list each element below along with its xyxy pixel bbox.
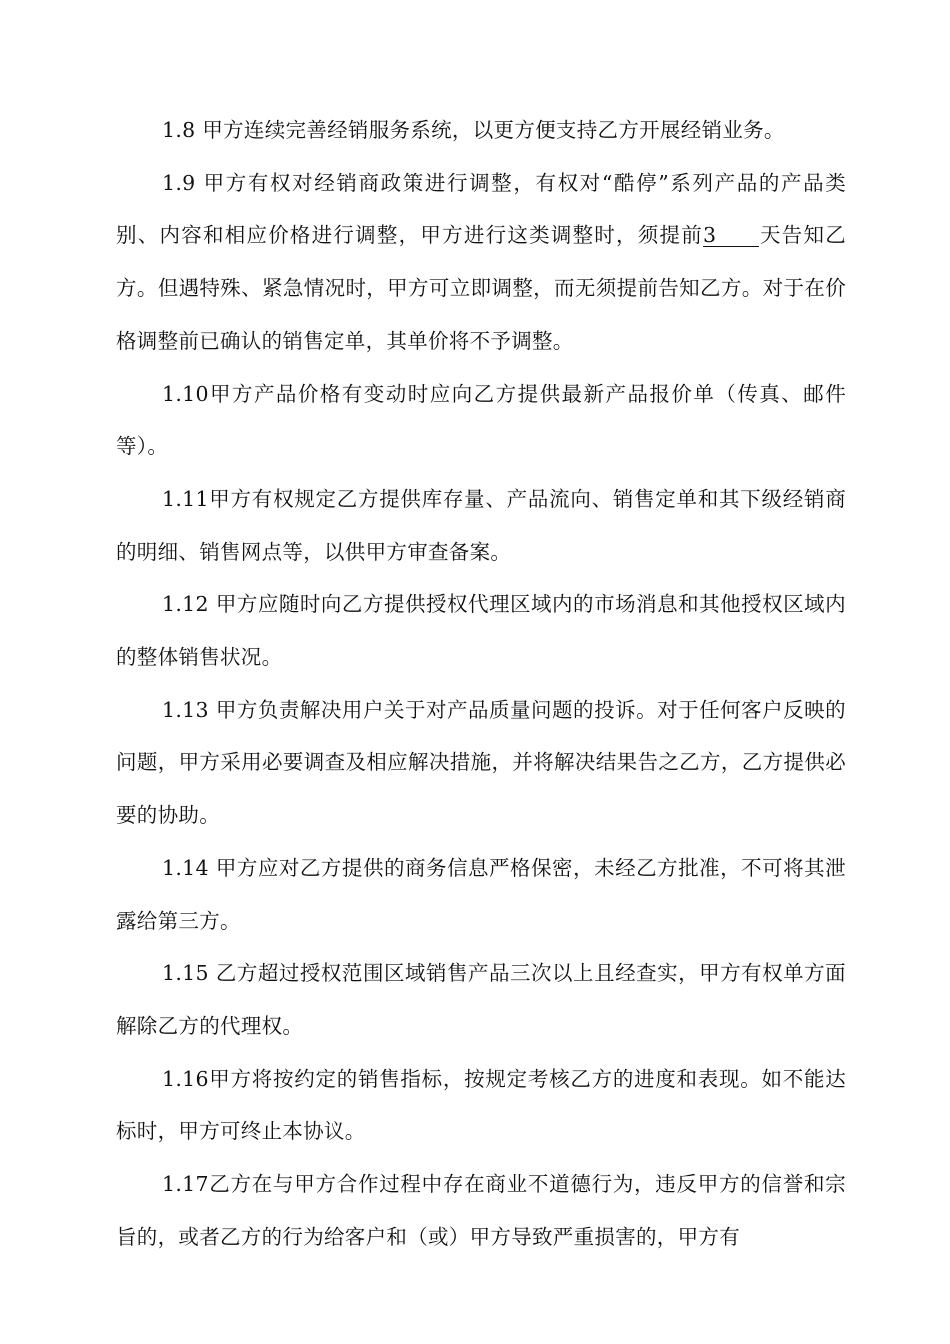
clause-1-12: 1.12 甲方应随时向乙方提供授权代理区域内的市场消息和其他授权区域内的整体销售状况。 <box>116 592 846 670</box>
clause-1-8: 1.8 甲方连续完善经销服务系统，以更方便支持乙方开展经销业务。 <box>162 118 785 142</box>
clause-1-16: 1.16甲方将按约定的销售指标，按规定考核乙方的进度和表现。如不能达标时，甲方可终止本协议。 <box>116 1066 846 1144</box>
clause-1-13: 1.13 甲方负责解决用户关于对产品质量问题的投诉。对于任何客户反映的问题，甲方采用必要调查及相应解决措施，并将解决结果告之乙方，乙方提供必要的协助。 <box>116 697 846 828</box>
notice-days-blank: 3 <box>703 224 759 247</box>
document-page <box>116 104 846 1263</box>
clause-1-15: 1.15 乙方超过授权范围区域销售产品三次以上且经查实，甲方有权单方面解除乙方的代理权。 <box>116 961 846 1038</box>
clause-1-9-after: 天告知乙方。但遇特殊、紧急情况时，甲方可立即调整，而无须提前告知乙方。对于在价格调整前已确认的销售定单，其单价将不予调整。 <box>116 223 846 353</box>
clause-1-9-before: 1.9 甲方有权对经销商政策进行调整，有权对“酷停”系列产品的产品类别、内容和相应价格进行调整，甲方进行这类调整时，须提前 <box>116 170 846 248</box>
clause-1-11: 1.11甲方有权规定乙方提供库存量、产品流向、销售定单和其下级经销商的明细、销售网点等，以供甲方审查备案。 <box>116 486 846 564</box>
clause-1-14: 1.14 甲方应对乙方提供的商务信息严格保密，未经乙方批准，不可将其泄露给第三方。 <box>116 855 846 933</box>
clause-1-17: 1.17乙方在与甲方合作过程中存在商业不道德行为，违反甲方的信誉和宗旨的，或者乙方的行为给客户和（或）甲方导致严重损害的，甲方有 <box>116 1172 846 1249</box>
clause-1-10: 1.10甲方产品价格有变动时应向乙方提供最新产品报价单（传真、邮件等）。 <box>116 381 846 459</box>
clause-1-9 <box>116 157 846 368</box>
